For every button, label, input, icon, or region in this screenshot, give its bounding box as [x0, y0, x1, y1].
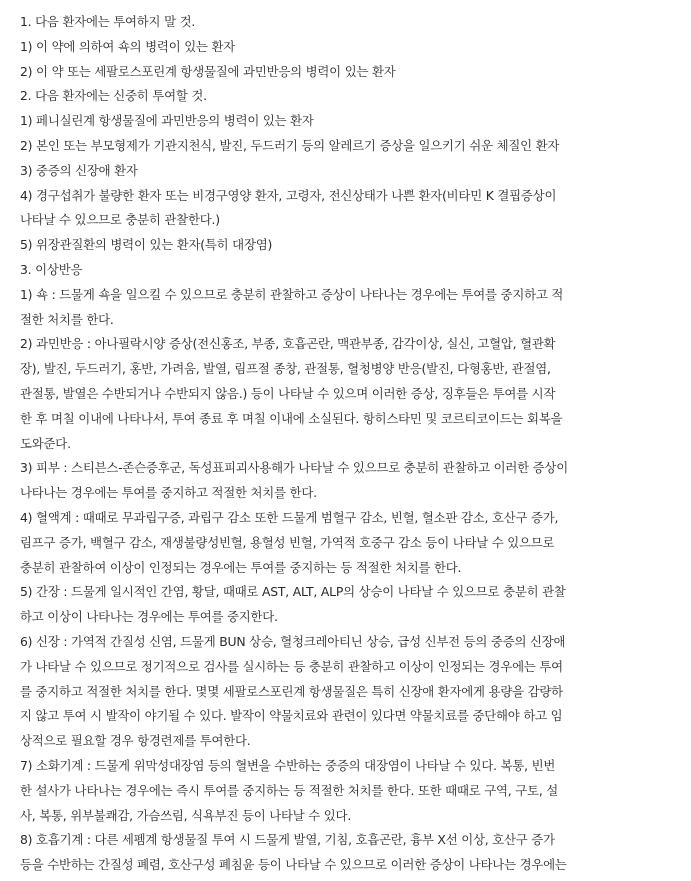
text-line: 2) 본인 또는 부모형제가 기관지천식, 발진, 두드러기 등의 알레르기 증상을 일으키기 쉬운 체질인 환자: [20, 137, 560, 153]
text-line: 를 중지하고 적절한 처치를 한다. 몇몇 세팔로스포린계 항생물질은 특히 신장애 환자에게 용량을 감량하: [20, 683, 563, 699]
text-line: 8) 호흡기계 : 다른 세펨계 항생물질 투여 시 드물게 발열, 기침, 호흡곤란, 흉부 X선 이상, 호산구 증가: [20, 832, 555, 848]
text-line: 4) 혈액계 : 때때로 무과립구증, 과립구 감소 또한 드물게 범혈구 감소, 빈혈, 혈소판 감소, 호산구 증가,: [20, 509, 559, 525]
text-line: 장), 발진, 두드러기, 홍반, 가려움, 발열, 림프절 종창, 관절통, 혈청병양 반응(발진, 다형홍반, 관절염,: [20, 361, 551, 377]
text-line: 1) 쇽 : 드물게 쇽을 일으킬 수 있으므로 충분히 관찰하고 증상이 나타나는 경우에는 투여를 중지하고 적: [20, 286, 564, 302]
document-body: [20, 10, 680, 878]
text-line: 5) 위장관질환의 병력이 있는 환자(특히 대장염): [20, 237, 273, 253]
text-line: 한 후 며칠 이내에 나타나서, 투여 종료 후 며칠 이내에 소실된다. 항히스타민 및 코르티코이드는 회복을: [20, 410, 563, 426]
text-line: 절한 처치를 한다.: [20, 311, 114, 327]
text-line: 3. 이상반응: [20, 261, 83, 277]
text-line: 3) 중증의 신장애 환자: [20, 162, 138, 178]
text-line: 2. 다음 환자에는 신중히 투여할 것.: [20, 88, 207, 104]
text-line: 3) 피부 : 스티븐스-존슨증후군, 독성표피괴사용해가 나타날 수 있으므로 충분히 관찰하고 이러한 증상이: [20, 460, 568, 476]
text-line: 림프구 증가, 백혈구 감소, 재생불량성빈혈, 용혈성 빈혈, 가역적 호중구 감소 등이 나타날 수 있으므로: [20, 534, 555, 550]
text-line: 한 설사가 나타나는 경우에는 즉시 투여를 중지하는 등 적절한 처치를 한다. 또한 때때로 구역, 구토, 설: [20, 782, 559, 798]
text-line: 가 나타날 수 있으므로 정기적으로 검사를 실시하는 등 충분히 관찰하고 이상이 인정되는 경우에는 투여: [20, 658, 563, 674]
text-line: 상적으로 필요할 경우 항경련제를 투여한다.: [20, 733, 251, 749]
text-line: 등을 수반하는 간질성 폐렴, 호산구성 폐침윤 등이 나타날 수 있으므로 이러한 증상이 나타나는 경우에는: [20, 857, 567, 873]
text-line: 충분히 관찰하여 이상이 인정되는 경우에는 투여를 중지하는 등 적절한 처치를 한다.: [20, 559, 462, 575]
text-line: 2) 이 약 또는 세팔로스포린계 항생물질에 과민반응의 병력이 있는 환자: [20, 63, 396, 79]
text-line: 4) 경구섭취가 불량한 환자 또는 비경구영양 환자, 고령자, 전신상태가 나쁜 환자(비타민 K 결핍증상이: [20, 187, 557, 203]
text-line: 1) 페니실린계 항생물질에 과민반응의 병력이 있는 환자: [20, 113, 314, 129]
text-line: 7) 소화기계 : 드물게 위막성대장염 등의 혈변을 수반하는 중증의 대장염이 나타날 수 있다. 복통, 빈번: [20, 757, 556, 773]
text-line: 5) 간장 : 드물게 일시적인 간염, 황달, 때때로 AST, ALT, ALP의 상승이 나타날 수 있으므로 충분히 관찰: [20, 584, 566, 600]
text-line: 하고 이상이 나타나는 경우에는 투여를 중지한다.: [20, 609, 278, 625]
text-line: 나타날 수 있으므로 충분히 관찰한다.): [20, 212, 220, 228]
text-line: 관절통, 발열은 수반되거나 수반되지 않음.) 등이 나타날 수 있으며 이러한 증상, 징후들은 투여를 시작: [20, 385, 556, 401]
text-line: 1. 다음 환자에는 투여하지 말 것.: [20, 14, 196, 29]
text-line: 나타나는 경우에는 투여를 중지하고 적절한 처치를 한다.: [20, 485, 317, 501]
text-line: 2) 과민반응 : 아나필락시양 증상(전신홍조, 부종, 호흡곤란, 맥관부종, 감각이상, 실신, 고혈압, 혈관확: [20, 336, 556, 352]
text-line: 지 않고 투여 시 발작이 야기될 수 있다. 발작이 약물치료와 관련이 있다면 약물치료를 중단해야 하고 임: [20, 708, 563, 724]
text-line: 도와준다.: [20, 435, 71, 451]
text-line: 사, 복통, 위부불쾌감, 가슴쓰림, 식욕부진 등이 나타날 수 있다.: [20, 807, 352, 823]
text-line: 6) 신장 : 가역적 간질성 신염, 드물게 BUN 상승, 혈청크레아티닌 상승, 급성 신부전 등의 중증의 신장애: [20, 633, 566, 649]
text-line: 1) 이 약에 의하여 쇽의 병력이 있는 환자: [20, 38, 236, 54]
